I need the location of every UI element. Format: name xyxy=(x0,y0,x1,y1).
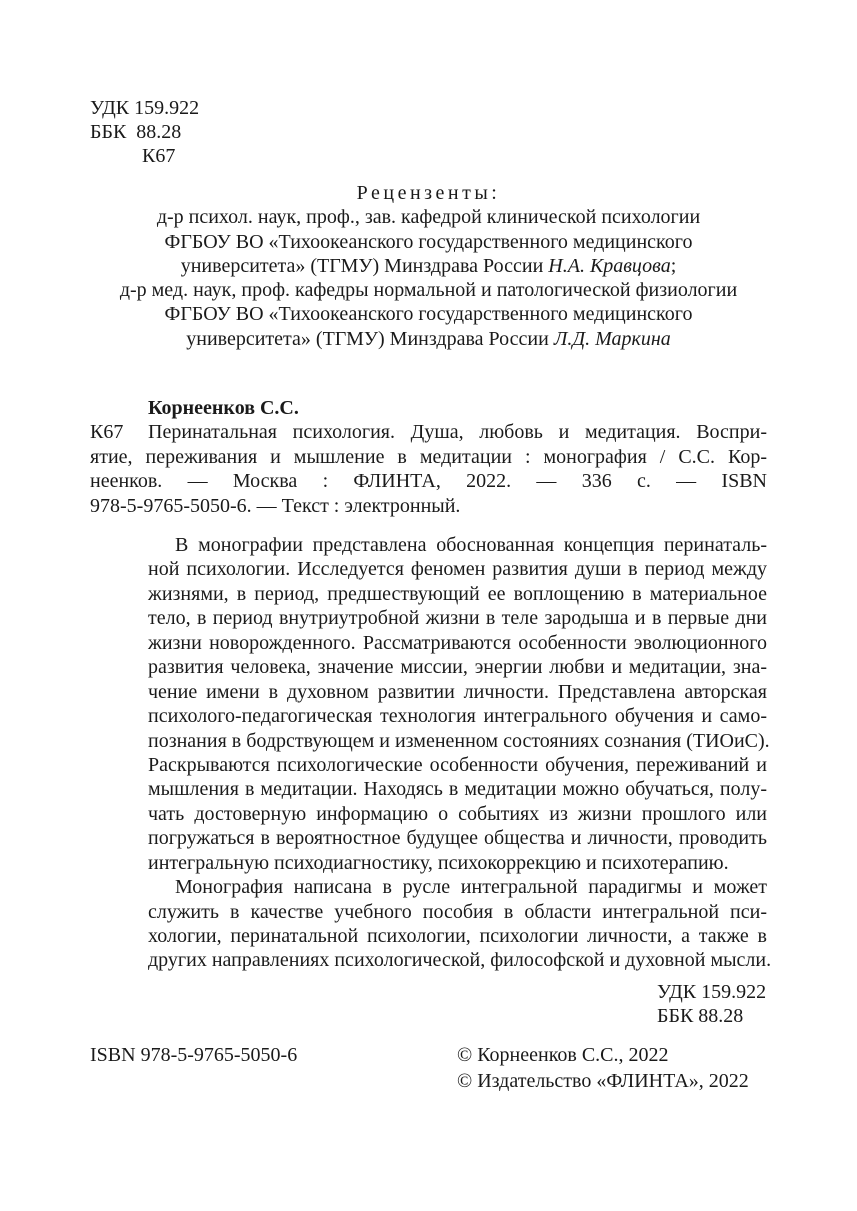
reviewer-1-affiliation: университета» (ТГМУ) Минздрава России xyxy=(180,254,549,277)
abstract-line: Раскрываются психологические особенности обучения, переживаний и xyxy=(148,753,767,776)
abstract-line: других направлениях психологической, философской и духовной мысли. xyxy=(148,949,772,972)
abstract-line: интегральную психодиагностику, психокоррекцию и психотерапию. xyxy=(148,851,729,874)
abstract-line: чение имени в духовном развитии личности. Представлена авторская xyxy=(148,680,767,703)
abstract-line: мышления в медитации. Находясь в медитации можно обучаться, полу- xyxy=(148,778,767,801)
copyright-block xyxy=(457,1043,749,1095)
abstract-line: погружаться в вероятностное будущее общества и личности, проводить xyxy=(148,827,767,850)
reviewer-1-line-2: ФГБОУ ВО «Тихоокеанского государственного медицинского xyxy=(164,230,693,253)
record-line: ятие, переживания и мышление в медитации : монография / С.С. Кор- xyxy=(90,445,767,468)
reviewers-block xyxy=(80,181,777,351)
abstract-line: познания в бодрствующем и измененном состояниях сознания (ТИОиС). xyxy=(148,729,770,752)
reviewer-1-separator: ; xyxy=(670,254,677,277)
udk-code: УДК 159.922 xyxy=(90,97,200,119)
record-line: 978-5-9765-5050-6. — Текст : электронный. xyxy=(90,495,461,518)
abstract-line: жизнями, в период, предшествующий ее воплощению в материальное xyxy=(148,582,767,605)
bbk-code: ББК 88.28 xyxy=(90,121,182,143)
reviewer-1-name: Н.А. Кравцова xyxy=(548,254,671,277)
abstract-line: жизни новорожденного. Рассматриваются особенности эволюционного xyxy=(148,631,767,654)
footer-classification-codes xyxy=(657,980,766,1028)
abstract-line: хологии, перинатальной психологии, психологии личности, а также в xyxy=(148,925,767,947)
reviewer-2-line-3 xyxy=(80,327,777,351)
author-mark: К67 xyxy=(142,145,176,167)
record-line: Перинатальная психология. Душа, любовь и медитация. Воспри- xyxy=(148,421,767,443)
reviewer-2-line-2: ФГБОУ ВО «Тихоокеанского государственного медицинского xyxy=(164,303,693,326)
copyright-author: © Корнеенков С.С., 2022 xyxy=(457,1044,669,1066)
reviewers-title: Рецензенты: xyxy=(356,182,501,204)
abstract-line: тело, в период внутриутробной жизни в теле зародыша и в первые дни xyxy=(148,607,767,630)
classification-codes xyxy=(90,96,199,168)
abstract xyxy=(148,533,772,973)
abstract-line: Монография написана в русле интегральной парадигмы и может xyxy=(175,876,767,899)
reviewer-1-line-3 xyxy=(80,254,777,278)
isbn: ISBN 978-5-9765-5050-6 xyxy=(90,1044,298,1066)
footer-udk-code: УДК 159.922 xyxy=(657,981,767,1003)
bibliographic-record xyxy=(90,396,767,519)
reviewer-2-name: Л.Д. Маркина xyxy=(553,327,671,350)
abstract-line: В монографии представлена обоснованная концепция перинаталь- xyxy=(175,534,767,556)
abstract-line: психолого-педагогическая технология интегрального обучения и само- xyxy=(148,705,767,728)
abstract-line: чать достоверную информацию о событиях из жизни прошлого или xyxy=(148,802,767,825)
record-author: Корнеенков С.С. xyxy=(148,397,299,419)
abstract-line: служить в качестве учебного пособия в области интегральной пси- xyxy=(148,900,767,923)
copyright-publisher: © Издательство «ФЛИНТА», 2022 xyxy=(457,1070,749,1092)
footer-bbk-code: ББК 88.28 xyxy=(657,1005,744,1027)
abstract-line: развития человека, значение миссии, энергии любви и медитации, зна- xyxy=(148,656,767,679)
abstract-line: ной психологии. Исследуется феномен развития души в период между xyxy=(148,558,767,581)
reviewer-2-line-1: д-р мед. наук, проф. кафедры нормальной и патологической физиологии xyxy=(119,279,738,302)
reviewer-2-affiliation: университета» (ТГМУ) Минздрава России xyxy=(186,327,554,350)
record-index: К67 xyxy=(90,421,124,443)
reviewer-1-line-1: д-р психол. наук, проф., зав. кафедрой клинической психологии xyxy=(156,206,701,229)
record-line: неенков. — Москва : ФЛИНТА, 2022. — 336 с. — ISBN xyxy=(90,470,767,493)
